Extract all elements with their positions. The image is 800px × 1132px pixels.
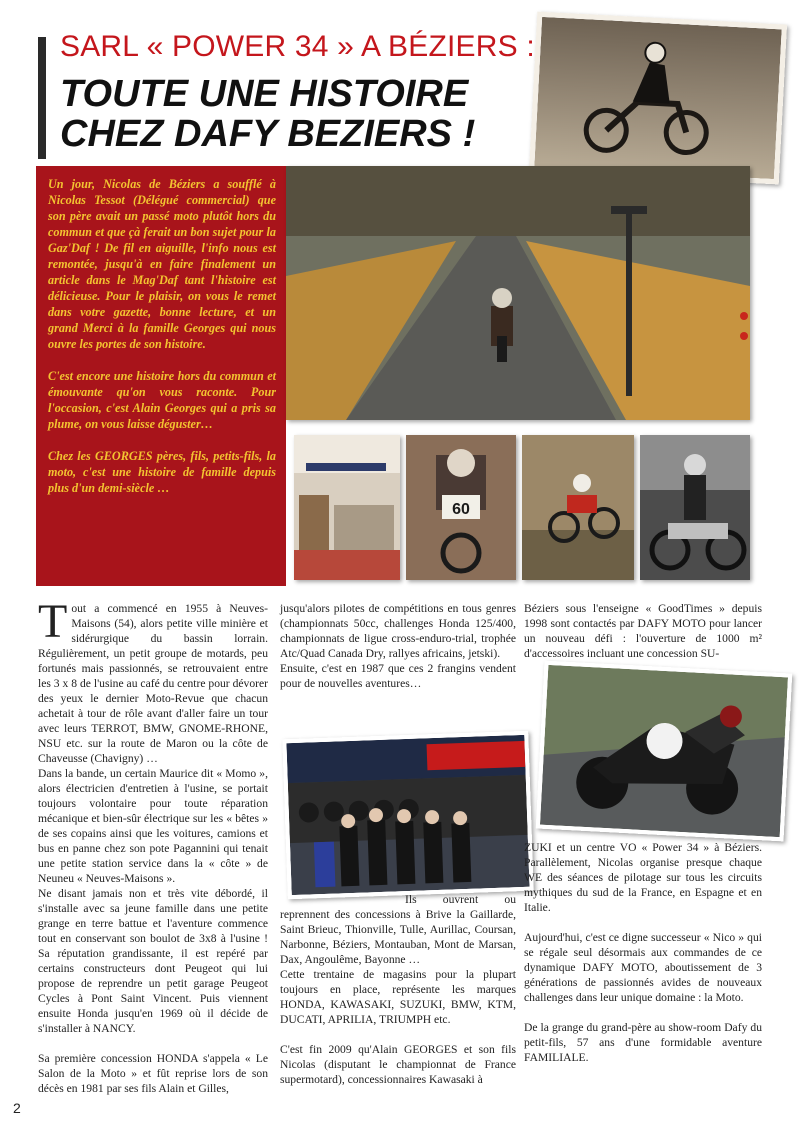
title-line-2: TOUTE UNE HISTOIRE <box>60 73 469 115</box>
vintage-rider-image <box>534 17 782 179</box>
col3-paragraph-3: Aujourd'hui, c'est ce digne successeur « Nico » qui se régale seul désormais aux commandes de ce dynamique DAFY MOTO, aboutissement de 3 générations de passionnés avides de nouveaux challenges dans leur unique domaine : la Moto. <box>524 931 762 1004</box>
racing-motorcycle-image <box>540 665 788 837</box>
intro-box <box>36 166 286 586</box>
shop-interior-photo <box>294 435 400 580</box>
supercross-rider-photo <box>406 435 516 580</box>
woman-with-motorcycle-image <box>640 435 750 580</box>
title-accent-bar <box>38 37 46 159</box>
shop-interior-image <box>294 435 400 580</box>
article-column-2-continued <box>280 967 516 1087</box>
article-column-1 <box>38 595 268 1096</box>
team-showroom-photo <box>282 731 533 899</box>
col2-paragraph-3: Ils ouvrent ou reprennent des concessions à Brive la Gaillarde, Saint Brieuc, Thionville, Tulle, Aurillac, Coursan, Narbonne, Béziers, Montauban, Mont de Marsan, Dax, Angoulême, Bayonne … <box>280 893 516 966</box>
intro-paragraph-2: C'est encore une histoire hors du commun et émouvante qu'on vous raconte. Pour l'occasion, c'est Alain Georges qui a pris sa plume, on vous laisse déguster… <box>48 369 276 431</box>
article-column-3-top <box>524 601 762 661</box>
drag-race-photo <box>286 166 750 420</box>
title-line-1: SARL « POWER 34 » A BÉZIERS : <box>60 30 535 63</box>
article-column-2-top <box>280 601 516 691</box>
col1-paragraph-2: Dans la bande, un certain Maurice dit « Momo », alors électricien d'entretien à l'usine, se portait toujours volontaire pour toute réparation mécanique et bien-sûr électrique sur les « bêtes » de ses copains ainsi que les voitures, camions et bus en panne chez son pote Pagannini qui tenait une petite station service dans la « côte » de Neuneu « Neuves-Maisons ». <box>38 767 268 885</box>
col3-paragraph-1: Béziers sous l'enseigne « GoodTimes » depuis 1998 sont contactés par DAFY MOTO pour lancer un nouveau défi : l'ouverture de 1000 m² d'accessoires incluant une concession SU- <box>524 602 762 660</box>
woman-with-motorcycle-photo <box>640 435 750 580</box>
racing-motorcycle-photo <box>536 661 792 842</box>
col3-paragraph-2: ZUKI et un centre VO « Power 34 » à Béziers. Parallèlement, Nicolas organise presque chaque WE des séances de pilotage sur tous les circuits mythiques du sud de la France, en Espagne et en Italie. <box>524 841 762 914</box>
article-column-3-bottom <box>524 840 762 1065</box>
col1-paragraph-3: Ne disant jamais non et très vite débordé, il s'installe avec sa jeune famille dans une petite grange en terre battue et l'aventure commence tout en conservant son boulot de 3x8 à l'usine ! Sa réputation grandissante, il est repéré par certains constructeurs dont Peugeot qui lui propose de reprendre un petit garage Peugeot Cycles à Pont Saint Vincent. Puis viennent ensuite Honda jusqu'en 1969 où il décide de s'installer à NANCY. <box>38 887 268 1035</box>
intro-paragraph-3: Chez les GEORGES pères, fils, petits-fils, la moto, c'est une histoire de famille depuis plus d'un demi-siècle … <box>48 449 276 495</box>
atv-jump-image <box>522 435 634 580</box>
supercross-rider-image <box>406 435 516 580</box>
race-bib-number: 60 <box>452 501 470 518</box>
page-number: 2 <box>13 1100 21 1116</box>
col2-paragraph-2: Ensuite, c'est en 1987 que ces 2 frangins vendent pour de nouvelles aventures… <box>280 662 516 690</box>
vintage-rider-photo <box>529 12 787 185</box>
team-showroom-image <box>286 735 529 895</box>
col2-paragraph-1: jusqu'alors pilotes de compétitions en tous genres (championnats 50cc, challenges Honda 125/400, championnats de ligue cross-enduro-trial, trophée Atc/Quad Canada Dry, rallyes africains, jetski). <box>280 602 516 660</box>
drop-cap: T <box>38 595 68 648</box>
drag-race-image <box>286 166 750 420</box>
article-column-2-bottom <box>280 892 516 967</box>
title-line-3: CHEZ DAFY BEZIERS ! <box>60 113 476 155</box>
col3-paragraph-4: De la grange du grand-père au show-room Dafy du petit-fils, 57 ans d'une formidable aventure FAMILIALE. <box>524 1021 762 1064</box>
col2-paragraph-4: Cette trentaine de magasins pour la plupart toujours en place, représente les marques HONDA, KAWASAKI, SUZUKI, BMW, KTM, DUCATI, APRILIA, TRIUMPH etc. <box>280 968 516 1026</box>
col1-paragraph-4: Sa première concession HONDA s'appela « Le Salon de la Moto » et fût reprise lors de son décès en 1981 par ses fils Alain et Gilles, <box>38 1052 268 1095</box>
col2-paragraph-5: C'est fin 2009 qu'Alain GEORGES et son fils Nicolas (disputant le championnat de France supermotard), concessionnaires Kawasaki à <box>280 1043 516 1086</box>
intro-paragraph-1: Un jour, Nicolas de Béziers a soufflé à Nicolas Tessot (Délégué commercial) que son père avait un passé moto plutôt hors du commun et que çà ferait un bon sujet pour la Gaz'Daf ! De fil en aiguille, l'info nous est remontée, jusqu'à en faire finalement un article dans le Mag'Daf tant l'histoire est délicieuse. Pour le plaisir, on vous le remet dans votre gazette, bonne lecture, et un grand Merci à la famille Georges qui nous ouvre les portes de son histoire. <box>48 177 276 351</box>
col1-paragraph-1: out a commencé en 1955 à Neuves-Maisons (54), alors petite ville minière et sidérurgique du bassin lorrain. Régulièrement, un petit groupe de motards, peu fortunés mais passionnés, se retrouvaient entre les 3 x 8 de l'usine au café du centre pour dévorer des yeux le dernier Moto-Revue que chacun achetait à tour de rôle avant d'aller faire un tour avec leurs TERROT, BMW, GNOME-RHONE, NSU etc. sur la route de Maron ou la côte de Chaveusse (Chavigny) … <box>38 602 268 765</box>
atv-jump-photo <box>522 435 634 580</box>
